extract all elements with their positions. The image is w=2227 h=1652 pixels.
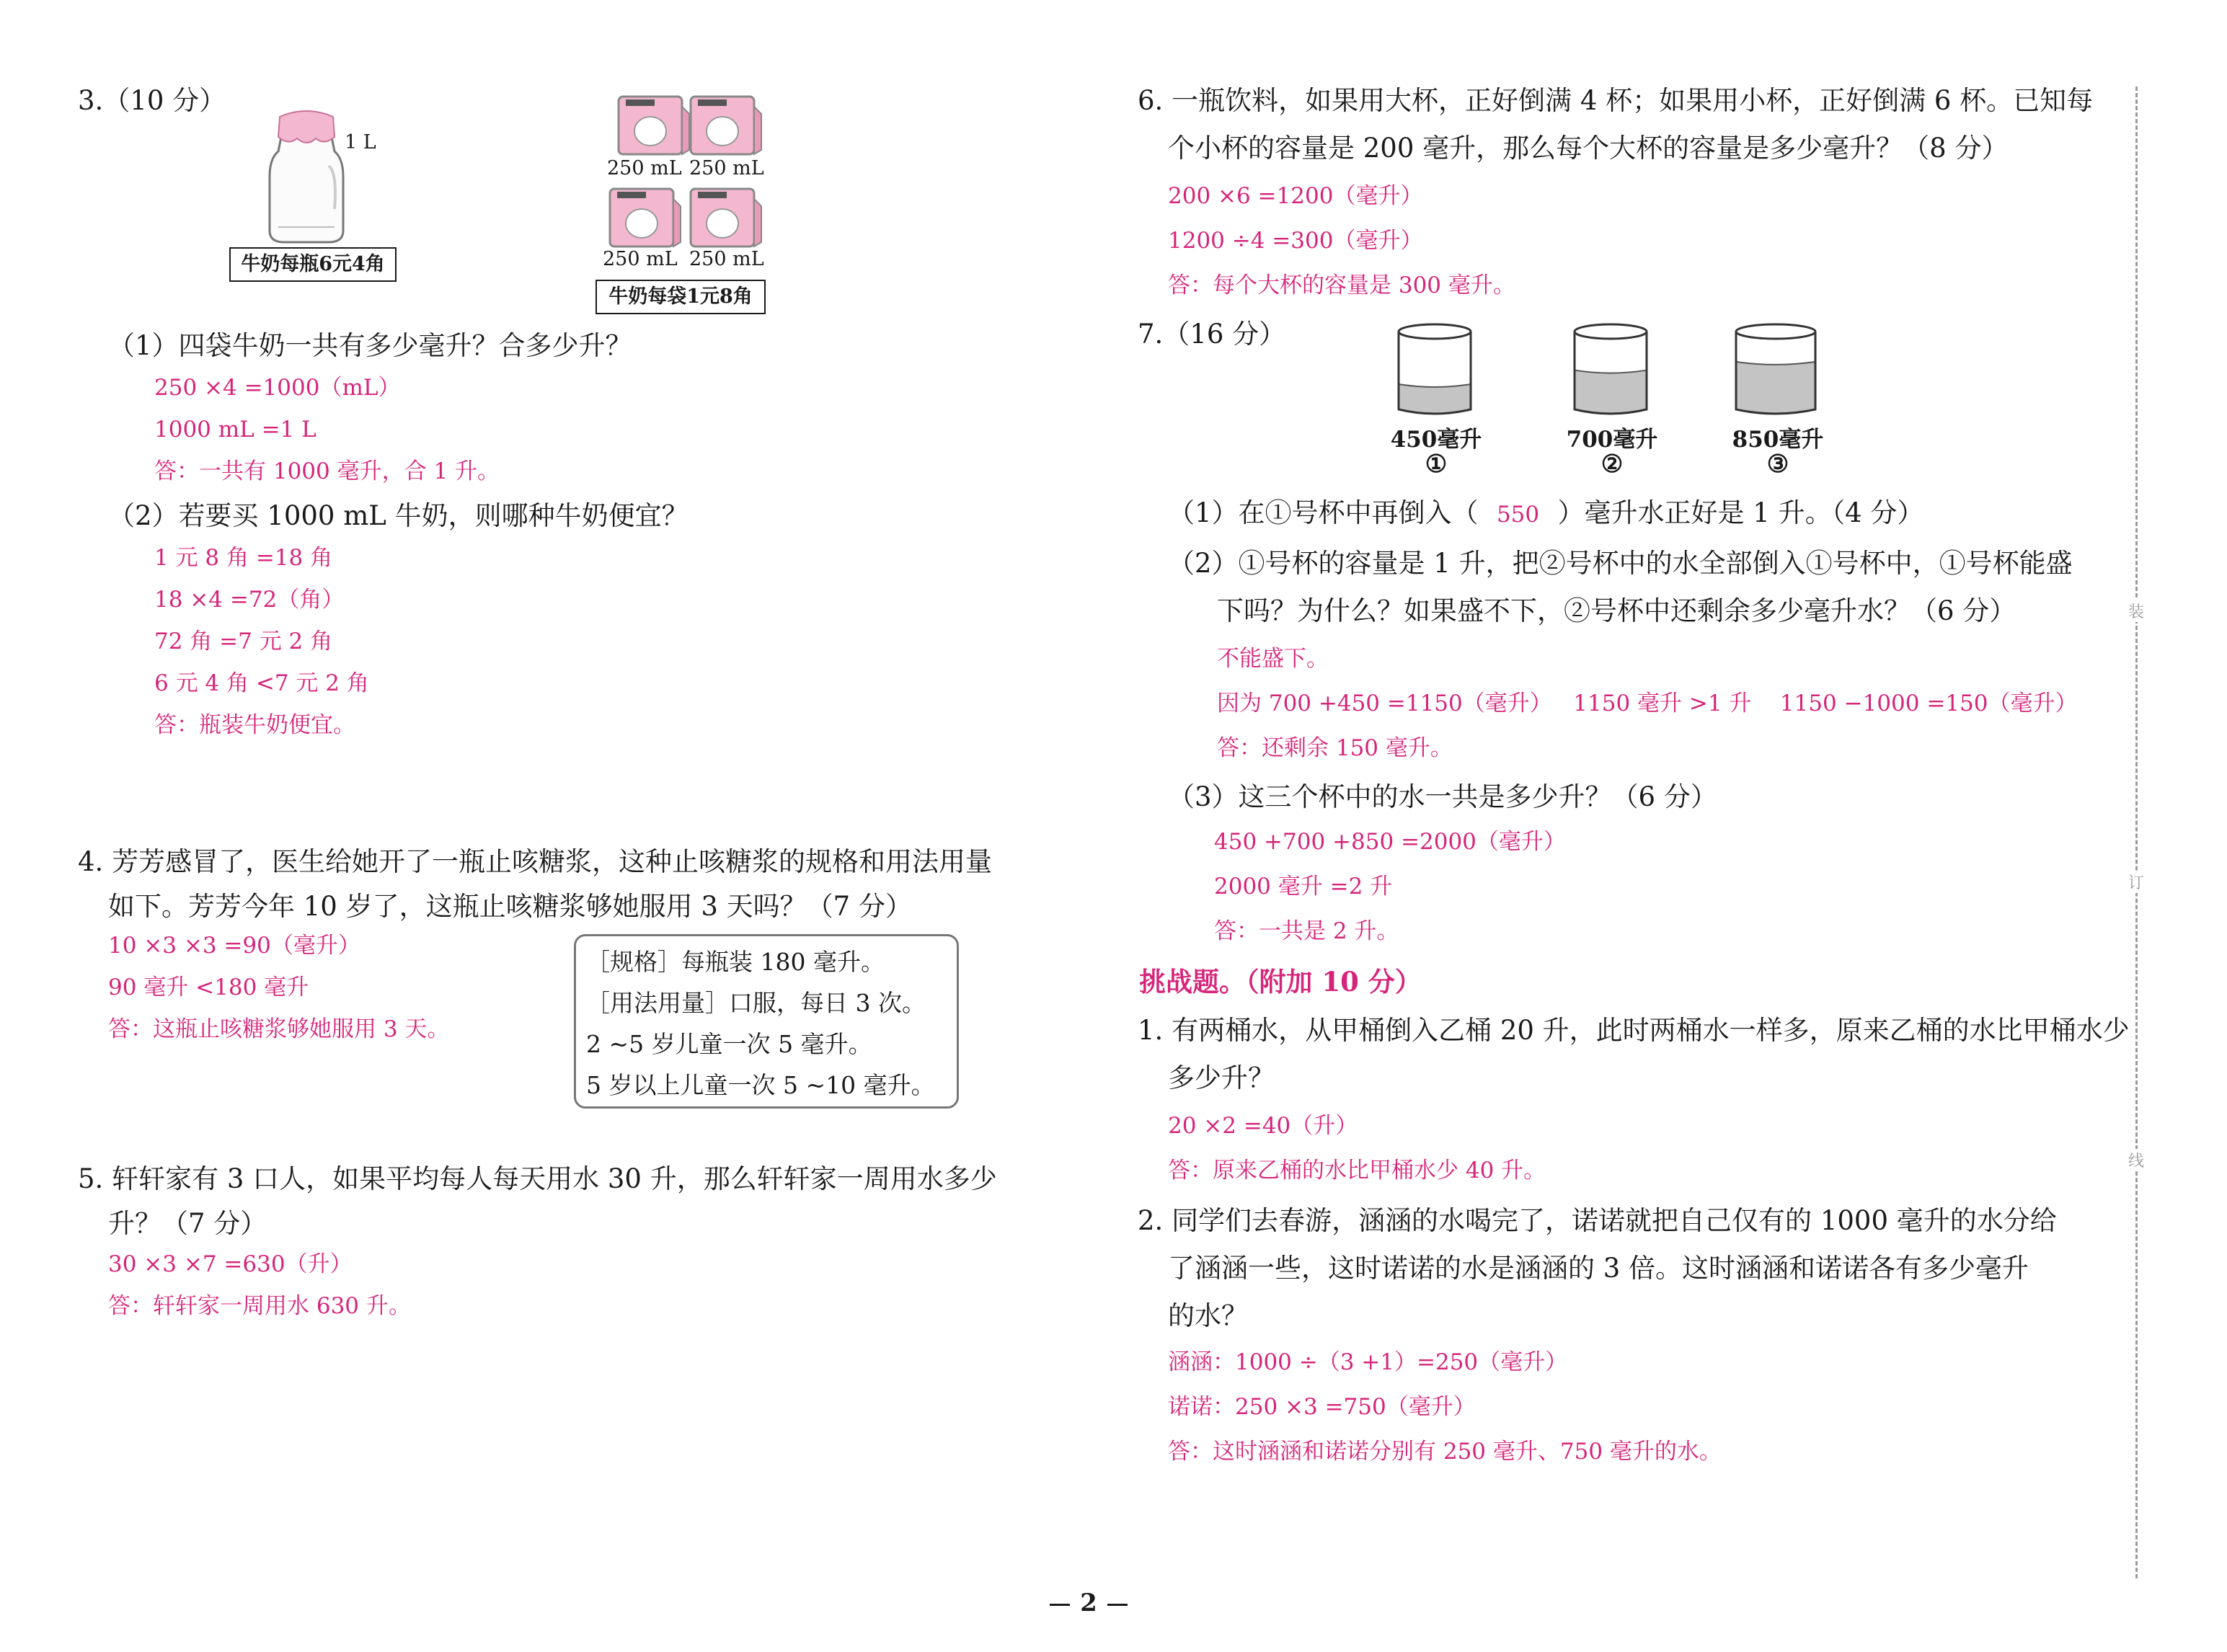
bag-volume-label: 250 mL: [689, 248, 764, 270]
challenge-1-line2: 多少升？: [1168, 1062, 1275, 1093]
challenge-title: 挑战题。（附加 10 分）: [1139, 966, 1422, 998]
answer-line: 不能盛下。: [1217, 646, 1329, 672]
binding-label: 装: [2128, 600, 2144, 622]
cup-3-number: ③: [1766, 450, 1789, 479]
milk-bag-image: [614, 92, 694, 161]
answer-line: 答：每个大杯的容量是 300 毫升。: [1168, 272, 1515, 298]
answer-line: 18 ×4 =72（角）: [154, 587, 345, 613]
q4-line2: 如下。芳芳今年 10 岁了，这瓶止咳糖浆够她服用 3 天吗？（7 分）: [108, 891, 912, 922]
dosage-info-box: [574, 934, 959, 1109]
q7-sub1-prefix: （1）在①号杯中再倒入（: [1168, 497, 1479, 528]
page-number-value: 2: [1080, 1589, 1097, 1617]
milk-bottle-image: [260, 108, 353, 245]
q5-line1: 5. 轩轩家有 3 口人，如果平均每人每天用水 30 升，那么轩轩家一周用水多少: [78, 1163, 997, 1194]
q3-sub2: （2）若要买 1000 mL 牛奶，则哪种牛奶便宜？: [108, 500, 689, 531]
milk-bag-image: [686, 92, 766, 161]
bottle-price-label: 牛奶每瓶6元4角: [229, 247, 397, 282]
answer-line: 90 毫升 <180 毫升: [108, 974, 309, 1000]
answer-line: 答：轩轩家一周用水 630 升。: [108, 1293, 411, 1319]
cup-1-volume: 450毫升: [1390, 427, 1482, 453]
answer-line: 答：一共是 2 升。: [1214, 918, 1399, 944]
answer-line: 1 元 8 角 =18 角: [154, 545, 333, 571]
q7-sub2-line1: （2）①号杯的容量是 1 升，把②号杯中的水全部倒入①号杯中，①号杯能盛: [1168, 548, 2073, 579]
binding-cut-line: [2135, 86, 2138, 1578]
q7-sub1-blank: 550: [1496, 502, 1540, 528]
bag-volume-label: 250 mL: [603, 248, 678, 270]
q4-line1: 4. 芳芳感冒了，医生给她开了一瓶止咳糖浆，这种止咳糖浆的规格和用法用量: [78, 846, 993, 877]
answer-line: 30 ×3 ×7 =630（升）: [108, 1251, 353, 1277]
measuring-cup-1: [1391, 321, 1478, 422]
q6-line1: 6. 一瓶饮料，如果用大杯，正好倒满 4 杯；如果用小杯，正好倒满 6 杯。已知每: [1138, 85, 2094, 116]
dosage-child-5plus: 5 岁以上儿童一次 5 ~10 毫升。: [586, 1071, 935, 1099]
answer-line: 20 ×2 =40（升）: [1168, 1113, 1358, 1139]
dosage-child-2-5: 2 ~5 岁儿童一次 5 毫升。: [586, 1030, 872, 1058]
binding-label: 线: [2128, 1149, 2144, 1171]
answer-line: 诺诺：250 ×3 =750（毫升）: [1168, 1394, 1476, 1420]
answer-line: 6 元 4 角 <7 元 2 角: [154, 670, 369, 696]
answer-line: 答：这时涵涵和诺诺分别有 250 毫升、750 毫升的水。: [1168, 1439, 1722, 1465]
answer-line: 答：原来乙桶的水比甲桶水少 40 升。: [1168, 1158, 1546, 1184]
q7-sub2-line2: 下吗？为什么？如果盛不下，②号杯中还剩余多少毫升水？（6 分）: [1217, 595, 2016, 626]
cup-2-number: ②: [1600, 450, 1624, 479]
bottle-volume-label: 1 L: [345, 131, 376, 154]
page-number: [1031, 1589, 1146, 1617]
q7-head: 7.（16 分）: [1138, 319, 1286, 350]
q3-sub1: （1）四袋牛奶一共有多少毫升？合多少升？: [108, 330, 632, 361]
answer-line: 答：还剩余 150 毫升。: [1217, 735, 1453, 761]
cup-2-volume: 700毫升: [1566, 427, 1658, 453]
binding-label: 订: [2128, 871, 2144, 893]
measuring-cup-3: [1729, 321, 1823, 422]
answer-line: 涵涵：1000 ÷（3 +1）=250（毫升）: [1168, 1349, 1568, 1375]
q7-sub1-suffix: ）毫升水正好是 1 升。（4 分）: [1557, 497, 1924, 528]
answer-line: 1200 ÷4 =300（毫升）: [1168, 228, 1423, 254]
q7-sub1: [1168, 497, 1923, 529]
answer-line: 450 +700 +850 =2000（毫升）: [1214, 829, 1566, 855]
dosage-spec: ［规格］每瓶装 180 毫升。: [586, 948, 885, 976]
dosage-usage: ［用法用量］口服，每日 3 次。: [586, 989, 926, 1017]
answer-line: 答：这瓶止咳糖浆够她服用 3 天。: [108, 1016, 450, 1042]
q5-line2: 升？（7 分）: [108, 1208, 267, 1239]
bag-volume-label: 250 mL: [607, 157, 682, 179]
q6-line2: 个小杯的容量是 200 毫升，那么每个大杯的容量是多少毫升？（8 分）: [1168, 133, 2009, 164]
cup-1-number: ①: [1425, 450, 1448, 479]
challenge-2-line1: 2. 同学们去春游，涵涵的水喝完了，诺诺就把自己仅有的 1000 毫升的水分给: [1138, 1205, 2057, 1236]
answer-line: 72 角 =7 元 2 角: [154, 629, 333, 654]
measuring-cup-2: [1567, 321, 1654, 422]
milk-bag-image: [606, 185, 685, 253]
answer-line: 因为 700 +450 =1150（毫升） 1150 毫升 >1 升 1150 −1000 =150（毫升）: [1217, 690, 2078, 716]
answer-line: 2000 毫升 =2 升: [1214, 874, 1393, 900]
answer-line: 答：瓶装牛奶便宜。: [154, 712, 355, 738]
milk-bag-image: [686, 185, 766, 253]
answer-line: 200 ×6 =1200（毫升）: [1168, 183, 1423, 209]
answer-line: 10 ×3 ×3 =90（毫升）: [108, 933, 360, 959]
bag-volume-label: 250 mL: [689, 157, 764, 179]
challenge-2-line3: 的水？: [1168, 1300, 1248, 1331]
challenge-2-line2: 了涵涵一些，这时诺诺的水是涵涵的 3 倍。这时涵涵和诺诺各有多少毫升: [1168, 1253, 2029, 1284]
cup-3-volume: 850毫升: [1732, 427, 1824, 453]
answer-line: 答：一共有 1000 毫升，合 1 升。: [154, 458, 500, 484]
bag-price-label: 牛奶每袋1元8角: [596, 280, 766, 314]
challenge-1-line1: 1. 有两桶水，从甲桶倒入乙桶 20 升，此时两桶水一样多，原来乙桶的水比甲桶水少: [1138, 1015, 2130, 1046]
answer-line: 1000 mL =1 L: [154, 417, 316, 443]
q3-head: 3.（10 分）: [78, 85, 226, 116]
q7-sub3: （3）这三个杯中的水一共是多少升？（6 分）: [1168, 781, 1717, 812]
answer-line: 250 ×4 =1000（mL）: [154, 375, 401, 401]
